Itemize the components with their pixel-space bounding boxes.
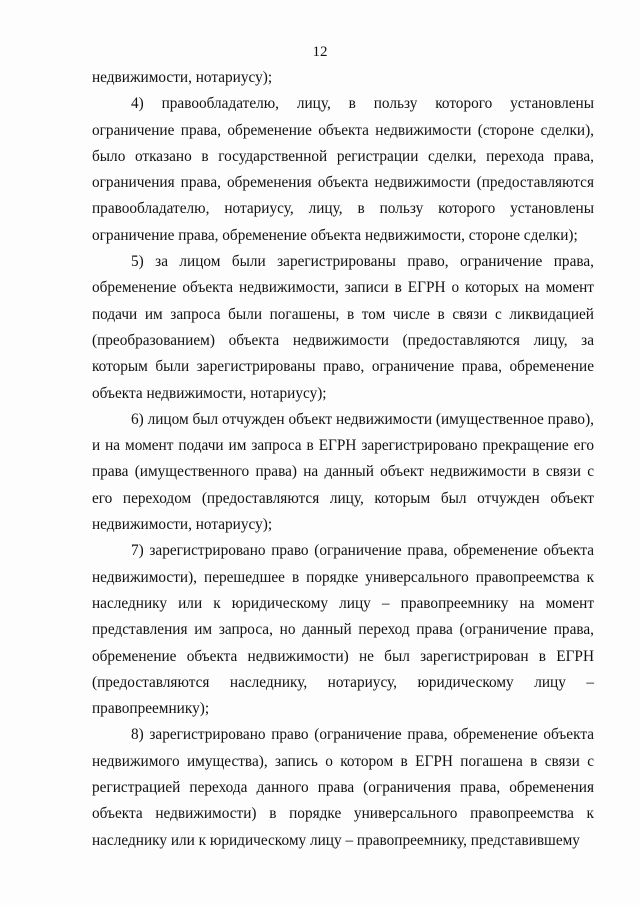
paragraph-continuation: недвижимости, нотариусу); [92, 69, 273, 86]
page-number: 12 [312, 44, 328, 60]
paragraph-item-6: 6) лицом был отчужден объект недвижимости (имущественное право), и на момент подачи им запроса в ЕГРН зарегистрировано прекращение его права (имущественного права) на данный объект недвижимости в связи с его переходом (предоставляются лицу, которым был отчужден объект недвижимости, нотариусу); [92, 410, 594, 534]
paragraph-item-4: 4) правообладателю, лицу, в пользу которого установлены ограничение права, обременение объекта недвижимости (стороне сделки), было отказано в государственной регистрации сделки, перехода права, ограничения права, обременения объекта недвижимости (предоставляются правообладателю, нотариусу, лицу, в пользу которого установлены ограничение права, обременение объекта недвижимости, стороне сделки); [92, 95, 594, 244]
paragraph-item-5: 5) за лицом были зарегистрированы право, ограничение права, обременение объекта недвижимости, записи в ЕГРН о которых на момент подачи им запроса были погашены, в том числе в связи с ликвидацией (преобразованием) объекта недвижимости (предоставляются лицу, за которым были зарегистрированы право, ограничение права, обременение объекта недвижимости, нотариусу); [92, 253, 594, 402]
paragraph-item-8: 8) зарегистрировано право (ограничение права, обременение объекта недвижимого имущества), запись о котором в ЕГРН погашена в связи с регистрацией перехода данного права (ограничения права, обременения объекта недвижимости) в порядке универсального правопреемства к наследнику или к юридическому лицу – правопреемнику, представившему [92, 726, 594, 849]
paragraph-item-7: 7) зарегистрировано право (ограничение права, обременение объекта недвижимости), перешедшее в порядке универсального правопреемства к наследнику или к юридическому лицу – правопреемнику на момент представления им запроса, но данный переход права (ограничение права, обременение объекта недвижимости) не был зарегистрирован в ЕГРН (предоставляются наследнику, нотариусу, юридическому лицу – правопреемнику); [92, 542, 594, 718]
document-body [92, 65, 594, 854]
